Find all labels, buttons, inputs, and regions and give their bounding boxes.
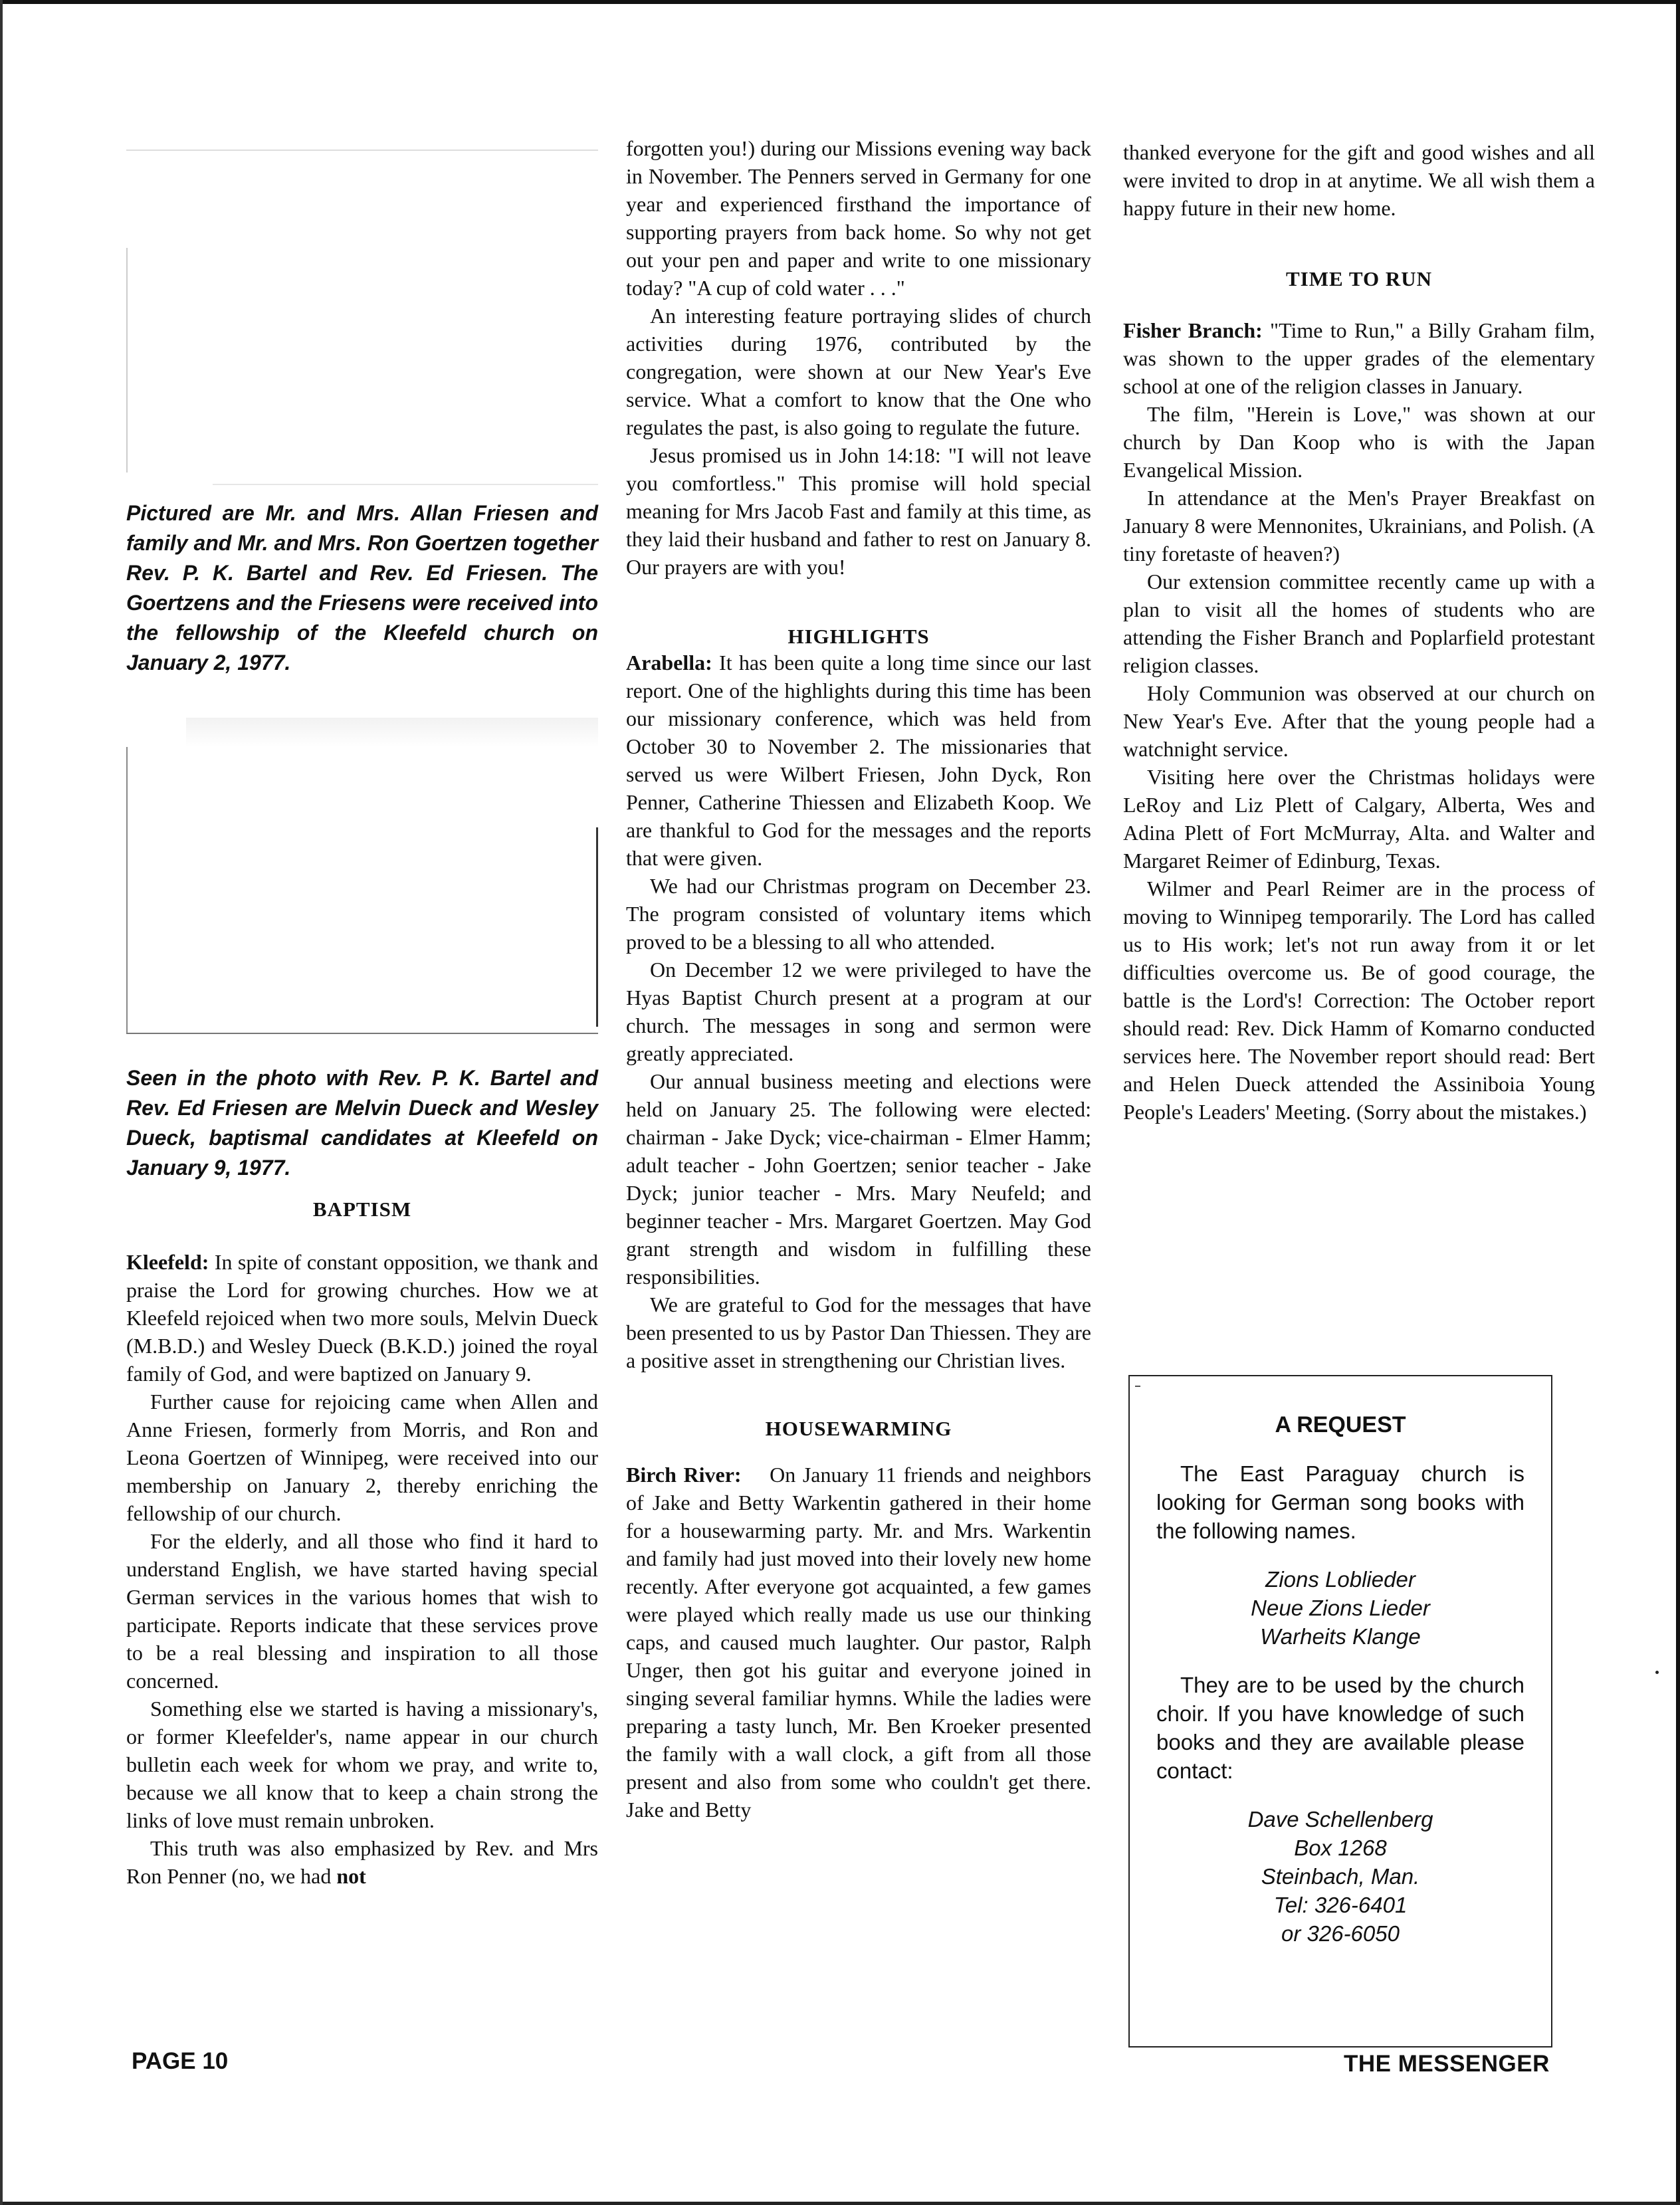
article-paragraph: This truth was also emphasized by Rev. and Mrs Ron Penner (no, we had not: [126, 1836, 598, 1888]
article-paragraph: In attendance at the Men's Prayer Breakfast on January 8 were Mennonites, Ukrainians, and Polish. (A tiny foretaste of heaven?): [1123, 486, 1595, 566]
photo-caption-1: Pictured are Mr. and Mrs. Allan Friesen and family and Mr. and Mrs. Ron Goertzen together Rev. P. K. Bartel and Rev. Ed Friesen. The Goertzens and the Friesens were received into the fellowship of the Kleefeld church on January 2, 1977.: [126, 501, 598, 675]
request-notice-box: [1128, 1375, 1552, 2048]
request-paragraph: The East Paraguay church is looking for German song books with the following names.: [1156, 1461, 1524, 1543]
photo-edge: [213, 484, 598, 485]
photo-edge: [596, 827, 598, 1027]
photo-edge: [126, 747, 128, 1033]
heading-time-to-run: TIME TO RUN: [1285, 267, 1432, 290]
article-paragraph: Something else we started is having a missionary's, or former Kleefelder's, name appear in our church bulletin each week for whom we pray, and write to, because we all know that to keep a chain strong the links of love must remain unbroken.: [126, 1697, 598, 1832]
article-paragraph: Jesus promised us in John 14:18: "I will not leave you comfortless." This promise will hold special meaning for Mrs Jacob Fast and family at this time, as they laid their husband and father to rest on January 8. Our prayers are with you!: [626, 443, 1091, 579]
page-number: PAGE 10: [132, 2048, 229, 2074]
heading-baptism: BAPTISM: [312, 1198, 412, 1221]
page-border-left: [0, 0, 3, 2205]
article-paragraph: forgotten you!) during our Missions evening way back in November. The Penners served in Germany for one year and experienced firsthand the importance of supporting prayers from back home. So why not get out your pen and paper and write to one missionary today? "A cup of cold water . . .": [626, 136, 1091, 300]
article-paragraph: An interesting feature portraying slides of church activities during 1976, contributed by the congregation, were shown at our New Year's Eve service. What a comfort to know that the One who regulates the past, is also going to regulate the future.: [626, 304, 1091, 439]
article-paragraph: Holy Communion was observed at our church on New Year's Eve. After that the young people had a watchnight service.: [1123, 681, 1595, 761]
article-lead-kleefeld: Kleefeld:: [126, 1250, 209, 1274]
article-paragraph: Further cause for rejoicing came when Allen and Anne Friesen, formerly from Morris, and Ron and Leona Goertzen of Winnipeg, were received into our membership on January 2, thereby enriching the fellowship of our church.: [126, 1390, 598, 1525]
photo-edge: [126, 1033, 598, 1034]
photo-edge: [126, 248, 128, 472]
page-border-bottom: [0, 2202, 1680, 2205]
photo-edge: [186, 718, 598, 747]
request-paragraph: They are to be used by the church choir. If you have knowledge of such books and they are available please contact:: [1156, 1673, 1524, 1783]
photo-baptismal-candidates: [126, 718, 598, 1050]
heading-housewarming: HOUSEWARMING: [765, 1417, 952, 1440]
article-lead-fisher-branch: Fisher Branch:: [1123, 318, 1263, 342]
songbook-title: Warheits Klange: [1260, 1624, 1421, 1649]
contact-line: Box 1268: [1294, 1836, 1387, 1860]
box-mark: [1135, 1386, 1140, 1387]
article-paragraph: We are grateful to God for the messages that have been presented to us by Pastor Dan Thiessen. They are a positive asset in strengthening our Christian lives.: [626, 1293, 1091, 1372]
column-right: [1123, 138, 1595, 1126]
publication-name: THE MESSENGER: [1344, 2051, 1550, 2077]
contact-line: or 326-6050: [1281, 1921, 1400, 1946]
article-paragraph: The film, "Herein is Love," was shown at our church by Dan Koop who is with the Japan Evangelical Mission.: [1123, 402, 1595, 482]
article-paragraph: Arabella: It has been quite a long time since our last report. One of the highlights during this time has been our missionary conference, which was held from October 30 to November 2. The missionaries that served us were Wilbert Friesen, John Dyck, Ron Penner, Catherine Thiessen and Elizabeth Koop. We are thankful to God for the messages and the reports that were given.: [626, 651, 1091, 870]
photo-caption-2: Seen in the photo with Rev. P. K. Bartel and Rev. Ed Friesen are Melvin Dueck and Wesley Dueck, baptismal candidates at Kleefeld on January 9, 1977.: [126, 1066, 598, 1180]
contact-line: Tel: 326-6401: [1273, 1893, 1408, 1917]
request-contact: [1130, 1805, 1551, 1948]
heading-highlights: HIGHLIGHTS: [788, 625, 930, 648]
songbook-titles: [1130, 1565, 1551, 1651]
article-paragraph: Our extension committee recently came up with a plan to visit all the homes of students who are attending the Fisher Branch and Poplarfield protestant religion classes.: [1123, 570, 1595, 677]
page-border-top: [0, 0, 1680, 4]
margin-dot: [1655, 1671, 1659, 1674]
article-paragraph: Visiting here over the Christmas holidays were LeRoy and Liz Plett of Calgary, Alberta, Wes and Adina Plett of Fort McMurray, Alta. and Walter and Margaret Reimer of Edinburg, Texas.: [1123, 765, 1595, 873]
article-paragraph: Wilmer and Pearl Reimer are in the process of moving to Winnipeg temporarily. The Lord has called us to His work; let's not run away from it or let difficulties overcome us. Be of good courage, the battle is the Lord's! Correction: The October report should read: Rev. Dick Hamm of Komarno conducted services here. The November report should read: Bert and Helen Dueck attended the Assiniboia Young People's Leaders' Meeting. (Sorry about the mistakes.): [1123, 877, 1595, 1124]
article-lead-birch-river: Birch River:: [626, 1463, 742, 1487]
request-heading: A REQUEST: [1275, 1412, 1406, 1437]
column-left: [126, 136, 598, 1890]
article-lead-arabella: Arabella:: [626, 651, 712, 675]
article-paragraph: Fisher Branch: "Time to Run," a Billy Graham film, was shown to the upper grades of the elementary school at one of the religion classes in January.: [1123, 318, 1596, 398]
article-paragraph: We had our Christmas program on December 23. The program consisted of voluntary items which proved to be a blessing to all who attended.: [626, 874, 1091, 954]
photo-friesen-goertzen-families: [126, 150, 598, 485]
article-paragraph: Our annual business meeting and elections were held on January 25. The following were elected: chairman - Jake Dyck; vice-chairman - Elmer Hamm; adult teacher - John Goertzen; senior teacher - Jake Dyck; junior teacher - Mrs. Mary Neufeld; and beginner teacher - Mrs. Margaret Goertzen. May God grant strength and wisdom in fulfilling these responsibilities.: [626, 1069, 1091, 1289]
songbook-title: Zions Loblieder: [1265, 1567, 1416, 1592]
article-paragraph: Kleefeld: In spite of constant opposition, we thank and praise the Lord for growing churches. How we at Kleefeld rejoiced when two more souls, Melvin Dueck (M.B.D.) and Wesley Dueck (B.K.D.) joined the royal family of God, and were baptized on January 9.: [126, 1250, 598, 1386]
article-paragraph: Birch River: On January 11 friends and neighbors of Jake and Betty Warkentin gathered in their home for a housewarming party. Mr. and Mrs. Warkentin and family had just moved into their lovely new home recently. After everyone got acquainted, a few games were played which really made us use our thinking caps, and caused much laughter. Our pastor, Ralph Unger, then got his guitar and everyone joined in singing several familiar hymns. While the ladies were preparing a tasty lunch, Mr. Ben Kroeker presented the family with a wall clock, a gift from all those present and also from some who couldn't get there. Jake and Betty: [626, 1463, 1097, 1822]
column-middle: [626, 134, 1097, 1824]
article-paragraph: For the elderly, and all those who find it hard to understand English, we have started having special German services in the various homes that wish to participate. Reports indicate that these services prove to be a real blessing and inspiration to all those concerned.: [126, 1529, 598, 1693]
article-paragraph: thanked everyone for the gift and good wishes and all were invited to drop in at anytime. We all wish them a happy future in their new home.: [1123, 140, 1595, 220]
contact-line: Dave Schellenberg: [1247, 1807, 1433, 1832]
page-border-right: [1676, 0, 1680, 2205]
article-paragraph: On December 12 we were privileged to have the Hyas Baptist Church present at a program at our church. The messages in song and sermon were greatly appreciated.: [626, 958, 1091, 1065]
contact-line: Steinbach, Man.: [1261, 1864, 1420, 1889]
songbook-title: Neue Zions Lieder: [1251, 1596, 1430, 1620]
photo-edge: [126, 150, 598, 151]
